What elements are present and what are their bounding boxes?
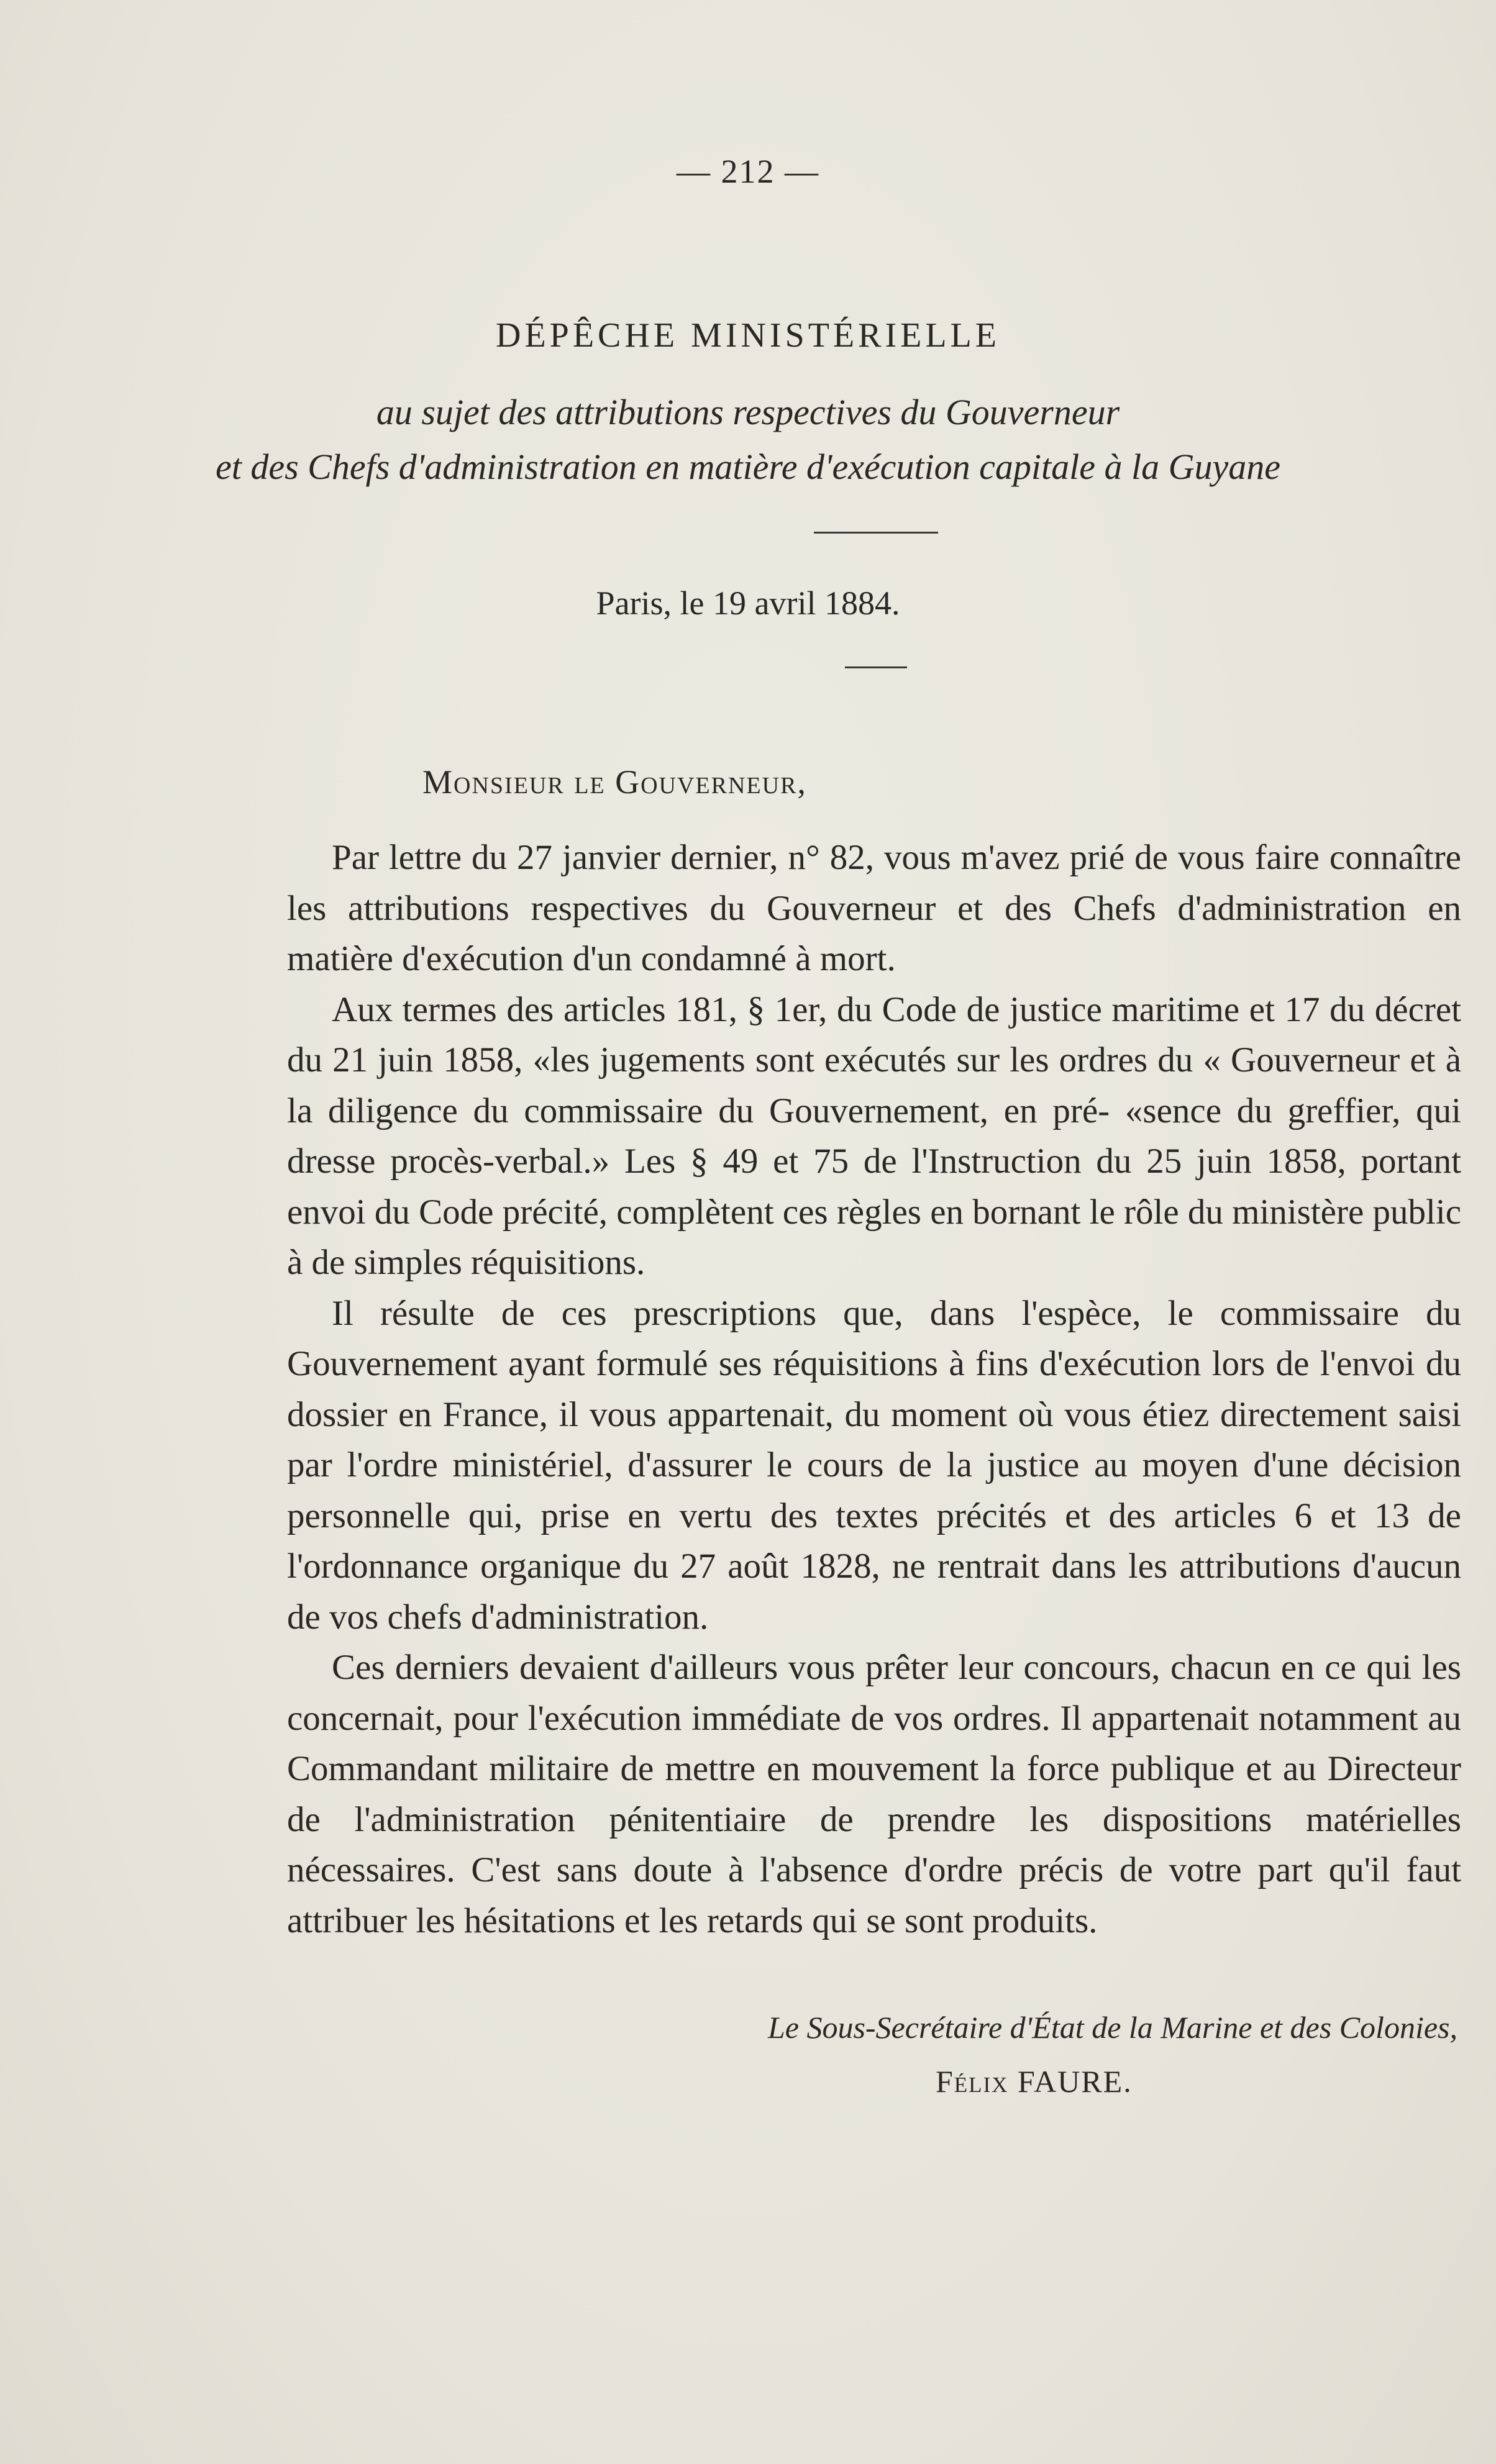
subtitle-line-2: et des Chefs d'administration en matière d'exécution capitale à la Guyane (216, 447, 1280, 487)
salutation: Monsieur le Gouverneur, (422, 763, 807, 801)
document-title: DÉPÊCHE MINISTÉRIELLE (496, 316, 1000, 355)
paragraph-2: Aux termes des articles 181, § 1er, du Code de justice maritime et 17 du décret du 21 juin 1858, «les jugements sont exécutés sur les ordres du « Gouverneur et à la diligence du commissaire du Gouvernement, en pré- «sence du greffier, qui dresse procès-verbal.» Les § 49 et 75 de l'Instruction du 25 juin 1858, portant envoi du Code précité, complètent ces règles en bornant le rôle du ministère public à de simples réquisitions. (287, 989, 1461, 1282)
dateline-divider (845, 666, 907, 668)
signature-title: Le Sous-Secrétaire d'État de la Marine et des Colonies, (767, 2010, 1457, 2045)
title-divider (814, 532, 938, 534)
paragraph-1: Par lettre du 27 janvier dernier, n° 82, vous m'avez prié de vous faire connaître les attributions respectives du Gouverneur et des Chefs d'administration en matière d'exécution d'un condamné à mort. (287, 838, 1461, 978)
paragraph-3: Il résulte de ces prescriptions que, dans l'espèce, le commissaire du Gouvernement ayant formulé ses réquisitions à fins d'exécution lors de l'envoi du dossier en France, il vous appartenait, du moment où vous étiez directement saisi par l'ordre ministériel, d'assurer le cours de la justice au moyen d'une décision personnelle qui, prise en vertu des textes précités et des articles 6 et 13 de l'ordonnance organique du 27 août 1828, ne rentrait dans les attributions d'aucun de vos chefs d'administration. (287, 1293, 1461, 1637)
dateline: Paris, le 19 avril 1884. (596, 584, 900, 622)
signature-name: Félix FAURE. (936, 2064, 1133, 2099)
letter-body (287, 832, 1461, 1946)
subtitle-line-1: au sujet des attributions respectives du Gouverneur (376, 392, 1120, 432)
paragraph-4: Ces derniers devaient d'ailleurs vous prêter leur concours, chacun en ce qui les concernait, pour l'exécution immédiate de vos ordres. Il appartenait notamment au Commandant militaire de mettre en mouvement la force publique et au Directeur de l'administration pénitentiaire de prendre les dispositions matérielles nécessaires. C'est sans doute à l'absence d'ordre précis de votre part qu'il faut attribuer les hésitations et les retards qui se sont produits. (287, 1648, 1461, 1940)
page-number: — 212 — (677, 153, 819, 190)
